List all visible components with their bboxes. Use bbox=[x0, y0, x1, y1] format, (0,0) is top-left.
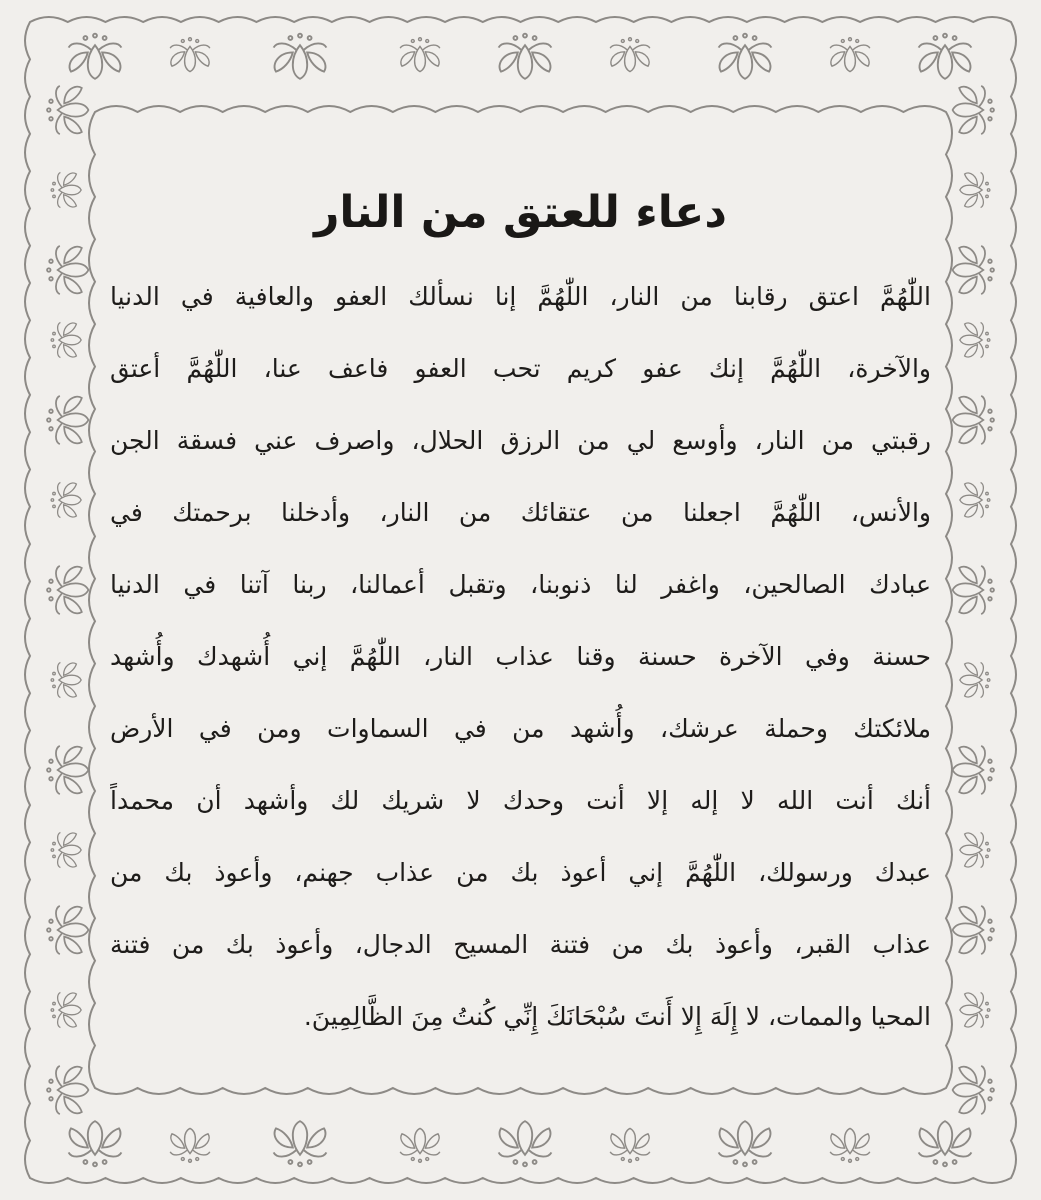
flower-ornament-icon bbox=[830, 38, 870, 72]
text-line: والآخرة، اللّٰهُمَّ إنك عفو كريم تحب العفو فاعف عنا، اللّٰهُمَّ أعتق bbox=[110, 354, 931, 383]
flower-ornament-icon bbox=[960, 992, 990, 1027]
flower-ornament-icon bbox=[499, 1121, 552, 1166]
flower-ornament-icon bbox=[47, 566, 88, 614]
text-line: عبدك ورسولك، اللّٰهُمَّ إني أعوذ بك من عذاب جهنم، وأعوذ بك من bbox=[110, 858, 931, 887]
flower-ornament-icon bbox=[170, 38, 210, 72]
flower-ornament-icon bbox=[51, 482, 81, 517]
flower-ornament-icon bbox=[47, 906, 88, 954]
prayer-text bbox=[110, 261, 931, 1053]
text-line: عذاب القبر، وأعوذ بك من فتنة المسيح الدجال، وأعوذ بك من فتنة bbox=[110, 930, 931, 959]
prayer-content bbox=[110, 165, 931, 1053]
flower-ornament-icon bbox=[953, 906, 994, 954]
flower-ornament-icon bbox=[51, 992, 81, 1027]
flower-ornament-icon bbox=[953, 566, 994, 614]
flower-ornament-icon bbox=[960, 322, 990, 357]
flower-ornament-icon bbox=[610, 1128, 650, 1162]
text-line: عبادك الصالحين، واغفر لنا ذنوبنا، وتقبل أعمالنا، ربنا آتنا في الدنيا bbox=[110, 570, 931, 599]
flower-ornament-icon bbox=[953, 86, 994, 134]
text-line-last: المحيا والممات، لا إِلَهَ إِلا أَنتَ سُبْحَانَكَ إِنِّي كُنتُ مِنَ الظَّالِمِينَ. bbox=[303, 1002, 931, 1031]
flower-ornament-icon bbox=[51, 322, 81, 357]
text-line: اللّٰهُمَّ اعتق رقابنا من النار، اللّٰهُمَّ إنا نسألك العفو والعافية في الدنيا bbox=[110, 282, 931, 311]
flower-ornament-icon bbox=[610, 38, 650, 72]
flower-ornament-icon bbox=[47, 1066, 88, 1114]
flower-ornament-icon bbox=[919, 34, 972, 79]
flower-ornament-icon bbox=[47, 396, 88, 444]
flower-ornament-icon bbox=[960, 832, 990, 867]
flower-ornament-icon bbox=[953, 246, 994, 294]
flower-ornament-icon bbox=[960, 482, 990, 517]
flower-ornament-icon bbox=[51, 662, 81, 697]
flower-ornament-icon bbox=[719, 34, 772, 79]
flower-ornament-icon bbox=[47, 86, 88, 134]
flower-ornament-icon bbox=[960, 172, 990, 207]
flower-ornament-icon bbox=[400, 38, 440, 72]
flower-ornament-icon bbox=[51, 172, 81, 207]
flower-ornament-icon bbox=[47, 246, 88, 294]
flower-ornament-icon bbox=[919, 1121, 972, 1166]
text-line: رقبتي من النار، وأوسع لي من الرزق الحلال، واصرف عني فسقة الجن bbox=[110, 426, 931, 455]
flower-ornament-icon bbox=[953, 396, 994, 444]
text-line: والأنس، اللّٰهُمَّ اجعلنا من عتقائك من النار، وأدخلنا برحمتك في bbox=[110, 498, 931, 527]
flower-ornament-icon bbox=[400, 1128, 440, 1162]
flower-ornament-icon bbox=[69, 1121, 122, 1166]
text-line: ملائكتك وحملة عرشك، وأُشهد من في السماوات ومن في الأرض bbox=[110, 714, 931, 743]
page-title: دعاء للعتق من النار bbox=[314, 187, 727, 238]
flower-ornament-icon bbox=[499, 34, 552, 79]
flower-ornament-icon bbox=[274, 34, 327, 79]
flower-ornament-icon bbox=[953, 1066, 994, 1114]
flower-ornament-icon bbox=[830, 1128, 870, 1162]
flower-ornament-icon bbox=[47, 746, 88, 794]
flower-ornament-icon bbox=[69, 34, 122, 79]
flower-ornament-icon bbox=[953, 746, 994, 794]
flower-ornament-icon bbox=[719, 1121, 772, 1166]
text-line: أنك أنت الله لا إله إلا أنت وحدك لا شريك لك وأشهد أن محمداً bbox=[110, 786, 931, 815]
flower-ornament-icon bbox=[51, 832, 81, 867]
flower-ornament-icon bbox=[274, 1121, 327, 1166]
flower-ornament-icon bbox=[170, 1128, 210, 1162]
text-line: حسنة وفي الآخرة حسنة وقنا عذاب النار، اللّٰهُمَّ إني أُشهدك وأُشهد bbox=[110, 642, 931, 671]
flower-ornament-icon bbox=[960, 662, 990, 697]
